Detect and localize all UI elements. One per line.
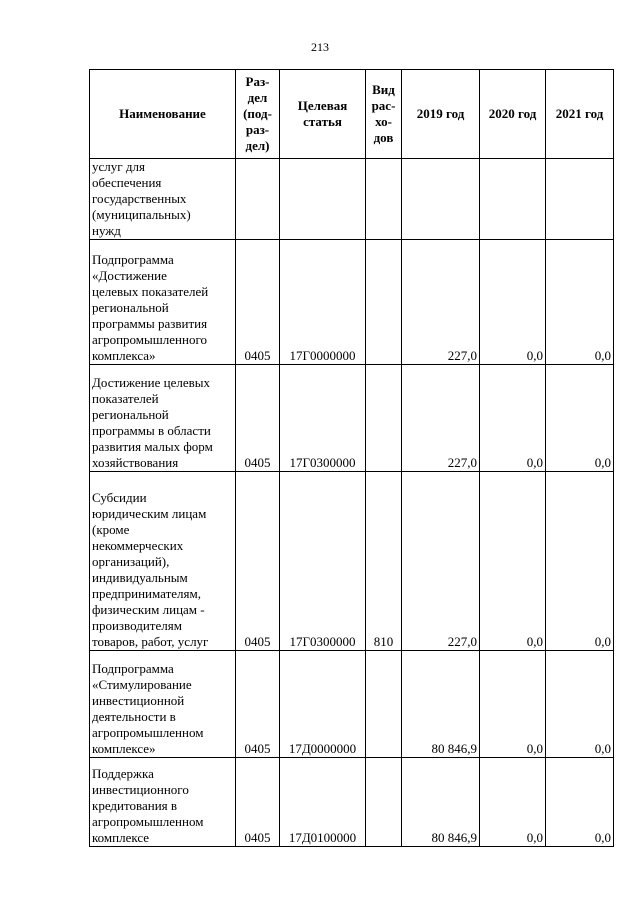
row-target: 17Г0300000	[280, 472, 366, 651]
row-name	[90, 472, 236, 651]
row-2020: 0,0	[480, 240, 546, 365]
header-expense-label: Вид рас- хо- дов	[371, 82, 396, 145]
row-name-text: Подпрограмма «Достижение целевых показателей региональной программы развития агропромышленного комплекса»	[92, 252, 209, 363]
header-target	[280, 70, 366, 159]
row-target: 17Д0100000	[280, 758, 366, 847]
row-name	[90, 240, 236, 365]
row-expense: 810	[366, 472, 402, 651]
row-2021: 0,0	[546, 758, 614, 847]
row-name-text: Достижение целевых показателей региональной программы в области развития малых форм хозяйствования	[92, 375, 213, 470]
header-target-label: Целевая статья	[297, 98, 348, 129]
row-name-text: Подпрограмма «Стимулирование инвестиционной деятельности в агропромышленном комплексе»	[92, 661, 204, 756]
row-2020: 0,0	[480, 758, 546, 847]
row-2020	[480, 159, 546, 240]
row-2021	[546, 159, 614, 240]
row-2019: 227,0	[402, 240, 480, 365]
row-section: 0405	[236, 240, 280, 365]
table-row	[90, 240, 614, 365]
row-target: 17Г0300000	[280, 365, 366, 472]
table-row	[90, 365, 614, 472]
row-2021: 0,0	[546, 472, 614, 651]
row-2021: 0,0	[546, 365, 614, 472]
row-2019: 80 846,9	[402, 758, 480, 847]
row-section: 0405	[236, 472, 280, 651]
row-name-text: Поддержка инвестиционного кредитования в агропромышленном комплексе	[92, 766, 204, 845]
header-2019: 2019 год	[402, 70, 480, 159]
table-row	[90, 651, 614, 758]
row-2021: 0,0	[546, 651, 614, 758]
header-2021: 2021 год	[546, 70, 614, 159]
table-row	[90, 472, 614, 651]
row-name-text: услуг для обеспечения государственных (муниципальных) нужд	[92, 159, 191, 238]
row-2020: 0,0	[480, 651, 546, 758]
row-2020: 0,0	[480, 365, 546, 472]
header-row	[90, 70, 614, 159]
row-name-text: Субсидии юридическим лицам (кроме некоммерческих организаций), индивидуальным предпринимателям, физическим лицам - производителям товаров, работ, услуг	[92, 490, 209, 649]
header-section	[236, 70, 280, 159]
row-2019: 80 846,9	[402, 651, 480, 758]
row-expense	[366, 159, 402, 240]
row-expense	[366, 365, 402, 472]
row-section: 0405	[236, 651, 280, 758]
header-name: Наименование	[90, 70, 236, 159]
header-section-label: Раз- дел (под- раз- дел)	[243, 74, 272, 153]
page-number: 213	[311, 40, 329, 54]
header-2020: 2020 год	[480, 70, 546, 159]
row-section	[236, 159, 280, 240]
row-target: 17Г0000000	[280, 240, 366, 365]
row-2019: 227,0	[402, 472, 480, 651]
row-name	[90, 365, 236, 472]
header-expense	[366, 70, 402, 159]
row-target	[280, 159, 366, 240]
row-expense	[366, 240, 402, 365]
row-name	[90, 159, 236, 240]
table-row	[90, 159, 614, 240]
row-target: 17Д0000000	[280, 651, 366, 758]
row-expense	[366, 651, 402, 758]
row-2020: 0,0	[480, 472, 546, 651]
row-2021: 0,0	[546, 240, 614, 365]
row-section: 0405	[236, 758, 280, 847]
table-row	[90, 758, 614, 847]
row-expense	[366, 758, 402, 847]
row-name	[90, 758, 236, 847]
row-name	[90, 651, 236, 758]
budget-table	[89, 69, 614, 847]
row-2019: 227,0	[402, 365, 480, 472]
row-section: 0405	[236, 365, 280, 472]
row-2019	[402, 159, 480, 240]
